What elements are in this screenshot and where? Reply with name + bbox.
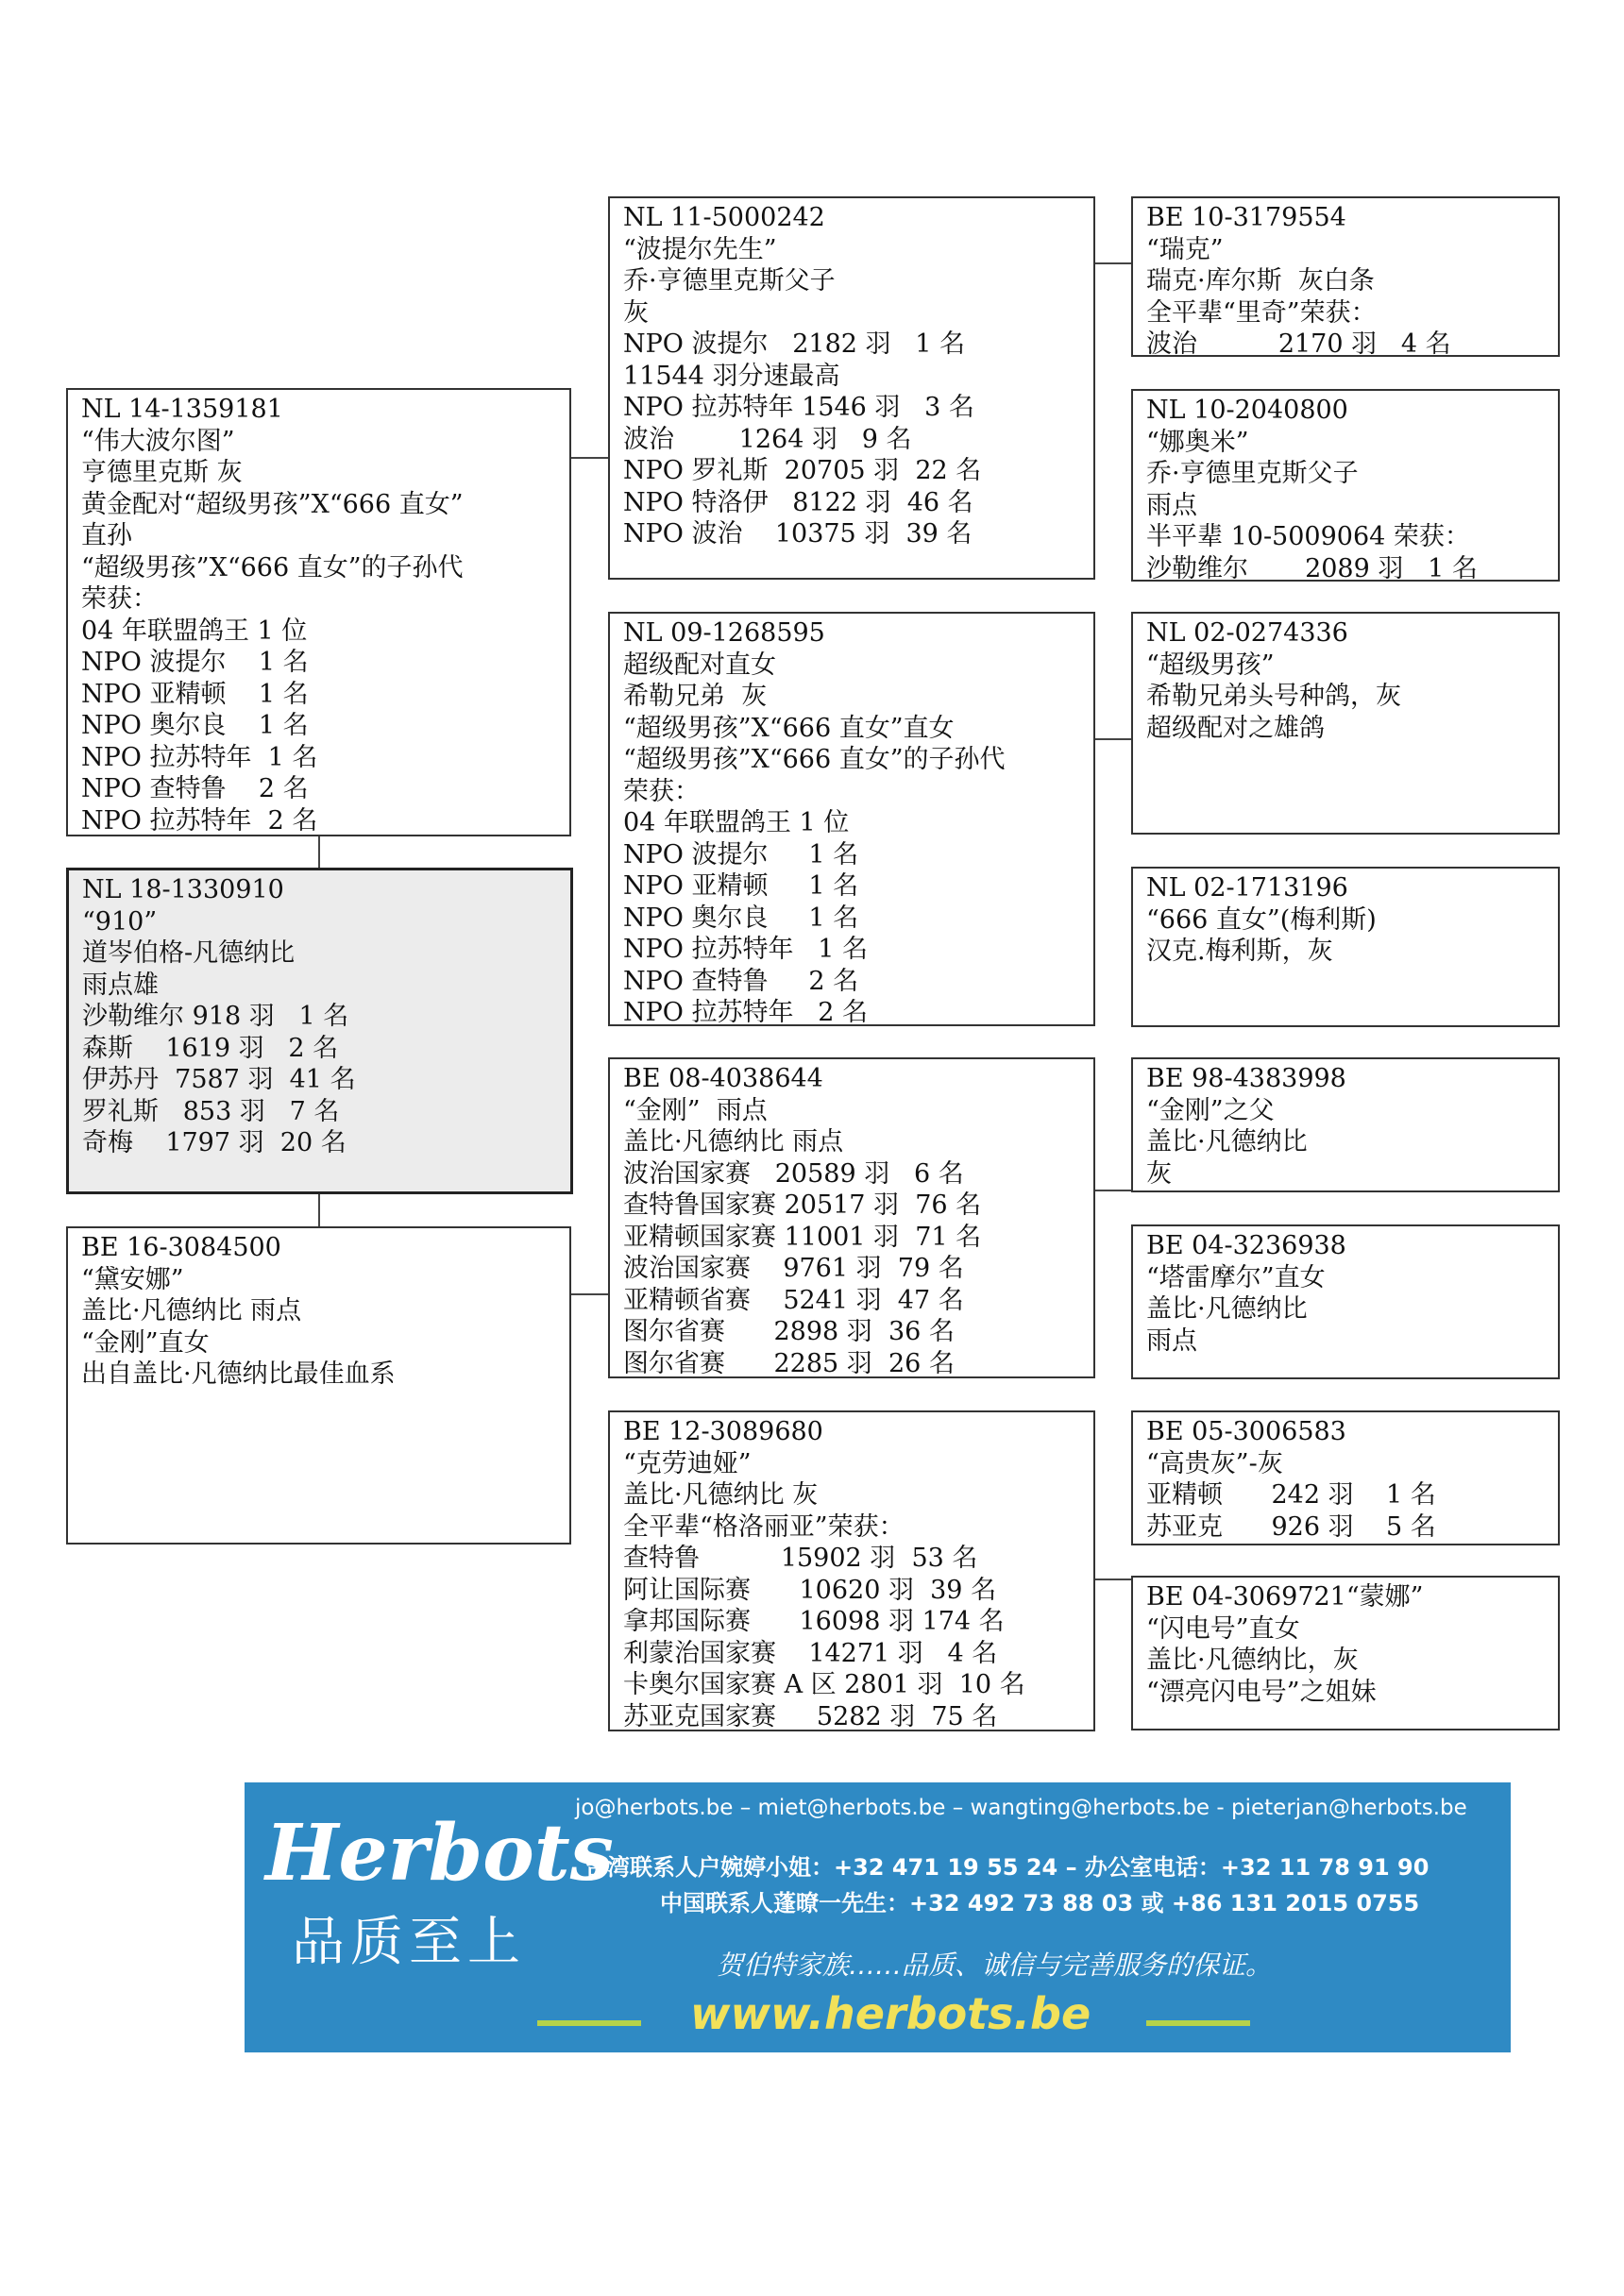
connector	[1093, 262, 1133, 264]
pedigree-line: NL 02-1713196	[1146, 873, 1348, 903]
pedigree-line: 出自盖比·凡德纳比最佳血系	[81, 1359, 396, 1389]
pedigree-line: BE 16-3084500	[81, 1233, 281, 1262]
pedigree-line: 直孙	[81, 521, 132, 550]
pedigree-line: NPO 罗礼斯 20705 羽 22 名	[623, 456, 982, 485]
pedigree-line: NPO 查特鲁 2 名	[81, 774, 309, 803]
herbots-banner	[245, 1782, 1511, 2052]
pedigree-line: 超级配对直女	[623, 650, 776, 680]
pedigree-line: 波治 2170 羽 4 名	[1146, 329, 1451, 357]
connector	[1093, 1578, 1133, 1580]
pedigree-line: BE 98-4383998	[1146, 1064, 1346, 1093]
decor-bar-right	[1146, 2020, 1250, 2026]
pedigree-line: NPO 波提尔 2182 羽 1 名	[623, 329, 966, 359]
pedigree-line: 荣获：	[623, 776, 700, 806]
pedigree-line: NPO 拉苏特年 2 名	[623, 998, 869, 1026]
pedigree-line: 盖比·凡德纳比 雨点	[623, 1127, 844, 1156]
pedigree-line: BE 12-3089680	[623, 1417, 823, 1446]
pedigree-line: NPO 亚精顿 1 名	[81, 679, 309, 709]
pedigree-line: “波提尔先生”	[623, 234, 777, 264]
tagline: 贺伯特家族……品质、诚信与完善服务的保证。	[717, 1950, 1273, 1981]
pedigree-line: 伊苏丹 7587 羽 41 名	[82, 1065, 356, 1094]
pedigree-subject	[66, 868, 573, 1194]
pedigree-dss	[1131, 1057, 1560, 1192]
email-addresses: jo@herbots.be – miet@herbots.be – wangting@herbots.be - pieterjan@herbots.be	[575, 1796, 1467, 1820]
pedigree-line: “伟大波尔图”	[81, 426, 235, 456]
decor-bar-left	[537, 2020, 641, 2026]
pedigree-line: 查特鲁国家赛 20517 羽 76 名	[623, 1190, 982, 1220]
pedigree-line: NPO 亚精顿 1 名	[623, 871, 859, 901]
pedigree-line: 瑞克·库尔斯 灰白条	[1146, 266, 1375, 295]
pedigree-line: NPO 查特鲁 2 名	[623, 966, 859, 996]
pedigree-line: “超级男孩”X“666 直女”的子孙代	[623, 745, 1006, 774]
pedigree-line: “666 直女”(梅利斯)	[1146, 904, 1377, 935]
pedigree-sire	[66, 388, 571, 836]
pedigree-line: 苏亚克 926 羽 5 名	[1146, 1511, 1436, 1542]
pedigree-sds	[1131, 612, 1560, 835]
pedigree-line: 利蒙治国家赛 14271 羽 4 名	[623, 1638, 998, 1668]
pedigree-line: NPO 奥尔良 1 名	[81, 711, 309, 740]
pedigree-line: 盖比·凡德纳比，灰	[1146, 1646, 1359, 1675]
pedigree-line: 卡奥尔国家赛 A 区 2801 羽 10 名	[623, 1670, 1025, 1699]
pedigree-line: 04 年联盟鸽王 1 位	[81, 616, 308, 646]
pedigree-line: 查特鲁 15902 羽 53 名	[623, 1544, 978, 1573]
pedigree-line: “金刚”直女	[81, 1327, 210, 1358]
connector	[568, 1293, 610, 1295]
pedigree-line: NPO 波治 10375 羽 39 名	[623, 519, 973, 549]
pedigree-line: “黛安娜”	[81, 1264, 184, 1294]
pedigree-line: NPO 拉苏特年 2 名	[81, 805, 318, 836]
pedigree-line: BE 04-3069721“蒙娜”	[1146, 1582, 1424, 1612]
pedigree-line: NL 11-5000242	[623, 203, 825, 232]
pedigree-line: NL 14-1359181	[81, 395, 283, 424]
pedigree-ssd	[1131, 389, 1560, 582]
pedigree-line: 黄金配对“超级男孩”X“666 直女”	[81, 489, 464, 519]
pedigree-line: 阿让国际赛 10620 羽 39 名	[623, 1575, 997, 1605]
pedigree-sss	[1131, 196, 1560, 357]
pedigree-dam-dam	[608, 1410, 1095, 1731]
pedigree-line: 罗礼斯 853 羽 7 名	[82, 1096, 340, 1126]
pedigree-line: “娜奥米”	[1146, 427, 1249, 457]
pedigree-line: 奇梅 1797 羽 20 名	[82, 1128, 347, 1157]
pedigree-line: “超级男孩”X“666 直女”的子孙代	[81, 552, 464, 582]
pedigree-sire-sire	[608, 196, 1095, 580]
pedigree-line: 乔·亨德里克斯父子	[1146, 459, 1359, 488]
pedigree-line: 荣获：	[81, 584, 158, 614]
pedigree-line: 盖比·凡德纳比 雨点	[81, 1296, 302, 1325]
pedigree-line: 拿邦国际赛 16098 羽 174 名	[623, 1607, 1005, 1636]
pedigree-line: “超级男孩”	[1146, 650, 1275, 680]
connector	[318, 835, 320, 869]
pedigree-line: 雨点	[1146, 1325, 1197, 1356]
pedigree-line: 图尔省赛 2285 羽 26 名	[623, 1348, 955, 1378]
pedigree-line: 盖比·凡德纳比 灰	[623, 1480, 819, 1510]
pedigree-line: NPO 波提尔 1 名	[81, 648, 309, 677]
pedigree-dds	[1131, 1410, 1560, 1545]
connector	[1093, 738, 1133, 740]
pedigree-line: 汉克.梅利斯，灰	[1146, 937, 1333, 966]
slogan: 品质至上	[292, 1912, 526, 1973]
pedigree-line: 沙勒维尔 918 羽 1 名	[82, 1002, 349, 1031]
pedigree-line: 亚精顿 242 羽 1 名	[1146, 1480, 1436, 1510]
contact-china: 中国联系人蓬暸一先生：+32 492 73 88 03 或 +86 131 2015 0755	[660, 1890, 1420, 1916]
pedigree-line: “金刚”之父	[1146, 1095, 1275, 1125]
pedigree-line: 波治 1264 羽 9 名	[623, 424, 912, 454]
pedigree-line: “漂亮闪电号”之姐妹	[1146, 1677, 1377, 1707]
pedigree-line: 亚精顿省赛 5241 羽 47 名	[623, 1285, 964, 1315]
connector	[1093, 1190, 1133, 1191]
pedigree-line: 希勒兄弟头号种鸽，灰	[1146, 682, 1401, 711]
pedigree-line: “克劳迪娅”	[623, 1448, 752, 1478]
pedigree-line: BE 04-3236938	[1146, 1231, 1346, 1260]
pedigree-line: 灰	[623, 297, 649, 328]
pedigree-line: 森斯 1619 羽 2 名	[82, 1033, 339, 1063]
pedigree-line: “金刚” 雨点	[623, 1095, 768, 1125]
pedigree-line: 雨点雄	[82, 970, 159, 1000]
website-url: www.herbots.be	[690, 1988, 1091, 2039]
pedigree-line: 04 年联盟鸽王 1 位	[623, 808, 850, 837]
pedigree-line: “塔雷摩尔”直女	[1146, 1262, 1326, 1292]
pedigree-line: 雨点	[1146, 490, 1197, 520]
pedigree-line: “高贵灰”-灰	[1146, 1448, 1283, 1478]
pedigree-line: NL 18-1330910	[82, 875, 284, 904]
pedigree-line: 全平辈“里奇”荣获：	[1146, 297, 1377, 328]
pedigree-dsd	[1131, 1224, 1560, 1379]
pedigree-line: NPO 拉苏特年 1 名	[81, 742, 318, 772]
pedigree-line: NPO 奥尔良 1 名	[623, 903, 859, 933]
pedigree-sdd	[1131, 867, 1560, 1027]
pedigree-line: “瑞克”	[1146, 234, 1224, 264]
pedigree-line: 图尔省赛 2898 羽 36 名	[623, 1317, 955, 1346]
pedigree-line: 亚精顿国家赛 11001 羽 71 名	[623, 1222, 982, 1252]
pedigree-dam-sire	[608, 1057, 1095, 1378]
herbots-logo: Herbots	[265, 1808, 614, 1899]
pedigree-line: NL 02-0274336	[1146, 618, 1348, 648]
pedigree-line: 灰	[1146, 1158, 1172, 1189]
pedigree-line: 波治国家赛 20589 羽 6 名	[623, 1158, 964, 1189]
contact-taiwan: 台湾联系人户婉婷小姐：+32 471 19 55 24 – 办公室电话：+32 11 78 91 90	[584, 1854, 1429, 1881]
pedigree-line: 沙勒维尔 2089 羽 1 名	[1146, 553, 1478, 582]
pedigree-dam	[66, 1226, 571, 1545]
pedigree-line: BE 05-3006583	[1146, 1417, 1346, 1446]
pedigree-line: NPO 拉苏特年 1 名	[623, 935, 869, 964]
pedigree-line: 盖比·凡德纳比	[1146, 1127, 1308, 1156]
pedigree-line: “910”	[82, 906, 158, 937]
pedigree-line: NL 09-1268595	[623, 618, 825, 648]
pedigree-line: 苏亚克国家赛 5282 羽 75 名	[623, 1701, 998, 1731]
pedigree-line: 乔·亨德里克斯父子	[623, 266, 836, 295]
pedigree-line: NPO 波提尔 1 名	[623, 839, 859, 869]
pedigree-line: 盖比·凡德纳比	[1146, 1294, 1308, 1324]
pedigree-line: 希勒兄弟 灰	[623, 682, 768, 711]
pedigree-line: NPO 拉苏特年 1546 羽 3 名	[623, 393, 974, 422]
pedigree-line: BE 08-4038644	[623, 1064, 823, 1093]
pedigree-line: 半平辈 10-5009064 荣获：	[1146, 522, 1470, 551]
pedigree-sire-dam	[608, 612, 1095, 1026]
pedigree-line: “闪电号”直女	[1146, 1613, 1300, 1644]
pedigree-line: 道岑伯格-凡德纳比	[82, 938, 296, 968]
pedigree-line: 亨德里克斯 灰	[81, 458, 243, 487]
pedigree-ddd	[1131, 1576, 1560, 1730]
pedigree-line: NPO 特洛伊 8122 羽 46 名	[623, 487, 973, 517]
pedigree-line: NL 10-2040800	[1146, 396, 1348, 425]
pedigree-line: 超级配对之雄鸽	[1146, 713, 1325, 743]
pedigree-line: 波治国家赛 9761 羽 79 名	[623, 1254, 964, 1283]
connector	[568, 457, 610, 459]
pedigree-line: 11544 羽分速最高	[623, 361, 840, 391]
pedigree-line: 全平辈“格洛丽亚”荣获：	[623, 1511, 905, 1542]
pedigree-line: “超级男孩”X“666 直女”直女	[623, 713, 955, 743]
connector	[318, 1192, 320, 1228]
pedigree-line: BE 10-3179554	[1146, 203, 1346, 232]
